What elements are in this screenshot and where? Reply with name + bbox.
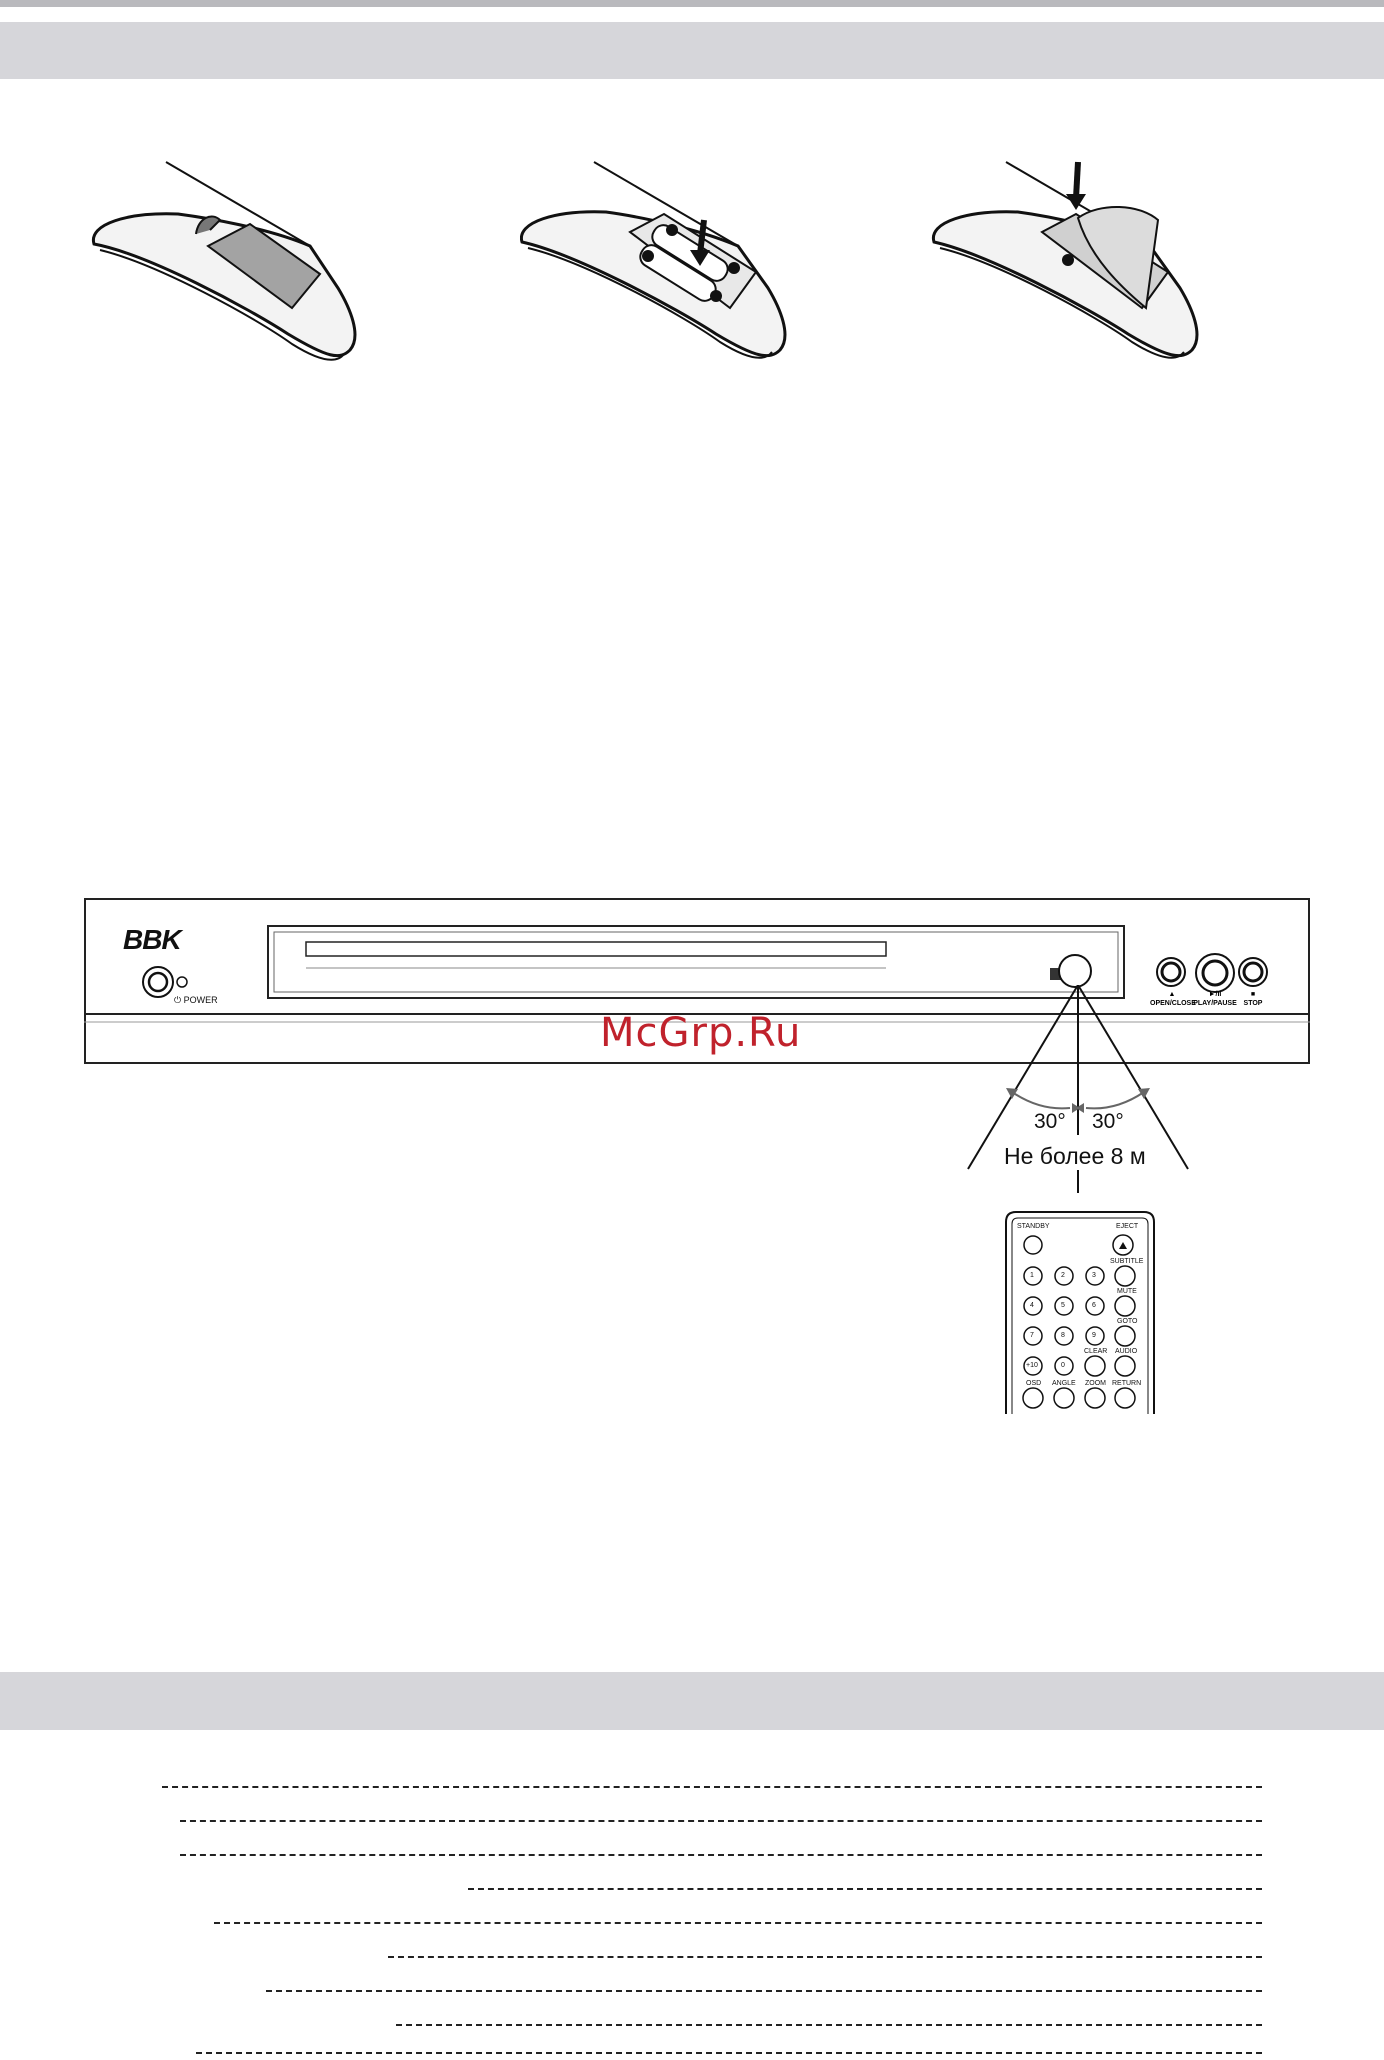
return-label: RETURN <box>1112 1380 1142 1387</box>
digit-5[interactable]: 5 <box>1061 1302 1065 1309</box>
angle-right-label: 30° <box>1092 1110 1124 1133</box>
stop-button[interactable] <box>1236 955 1270 989</box>
top-rule <box>0 0 1384 7</box>
battery-step-2-illustration <box>520 158 840 368</box>
digit-2[interactable]: 2 <box>1061 1272 1065 1279</box>
toc-leader <box>388 1956 1262 1958</box>
watermark: McGrp.Ru <box>600 1010 802 1056</box>
digit-3[interactable]: 3 <box>1092 1272 1096 1279</box>
toc-leader <box>214 1922 1262 1924</box>
osd-label: OSD <box>1026 1380 1042 1387</box>
toc-leader <box>266 1990 1262 1992</box>
brand-logo: BBK <box>123 924 181 955</box>
battery-step-3-illustration <box>930 158 1250 368</box>
stop-label: ■ STOP <box>1243 991 1263 1007</box>
digit-4[interactable]: 4 <box>1030 1302 1034 1309</box>
angle-label: ANGLE <box>1052 1380 1076 1387</box>
power-label: ⏻ POWER <box>174 995 218 1005</box>
digit-8[interactable]: 8 <box>1061 1332 1065 1339</box>
digit-1[interactable]: 1 <box>1030 1272 1034 1279</box>
clear-label: CLEAR <box>1084 1348 1108 1355</box>
goto-label: GOTO <box>1117 1318 1138 1325</box>
section-header-bar-bottom <box>0 1672 1384 1730</box>
digit-0[interactable]: 0 <box>1061 1362 1065 1369</box>
subtitle-label: SUBTITLE <box>1110 1258 1144 1265</box>
zoom-label: ZOOM <box>1085 1380 1106 1387</box>
open-close-label: ▲ OPEN/CLOSE <box>1150 991 1196 1007</box>
toc-leader <box>180 1820 1262 1822</box>
audio-label: AUDIO <box>1115 1348 1138 1355</box>
angle-left-label: 30° <box>1034 1110 1066 1133</box>
toc-leader <box>180 1854 1262 1856</box>
open-close-button[interactable] <box>1154 955 1188 989</box>
max-distance-label: Не более 8 м <box>1004 1143 1146 1169</box>
digit-plus10[interactable]: +10 <box>1026 1362 1038 1369</box>
digit-9[interactable]: 9 <box>1092 1332 1096 1339</box>
mute-label: MUTE <box>1117 1288 1137 1295</box>
digit-7[interactable]: 7 <box>1030 1332 1034 1339</box>
eject-label: EJECT <box>1116 1223 1139 1230</box>
standby-label: STANDBY <box>1017 1223 1050 1230</box>
toc-leader <box>162 1786 1262 1788</box>
remote-labels <box>1000 1208 1160 1414</box>
toc-leader <box>468 1888 1262 1890</box>
battery-step-1-illustration <box>88 158 408 368</box>
digit-6[interactable]: 6 <box>1092 1302 1096 1309</box>
section-header-bar-top <box>0 22 1384 79</box>
play-pause-label: ►/II PLAY/PAUSE <box>1193 991 1237 1007</box>
toc-leader <box>196 2052 1262 2054</box>
toc-leader <box>396 2024 1262 2026</box>
